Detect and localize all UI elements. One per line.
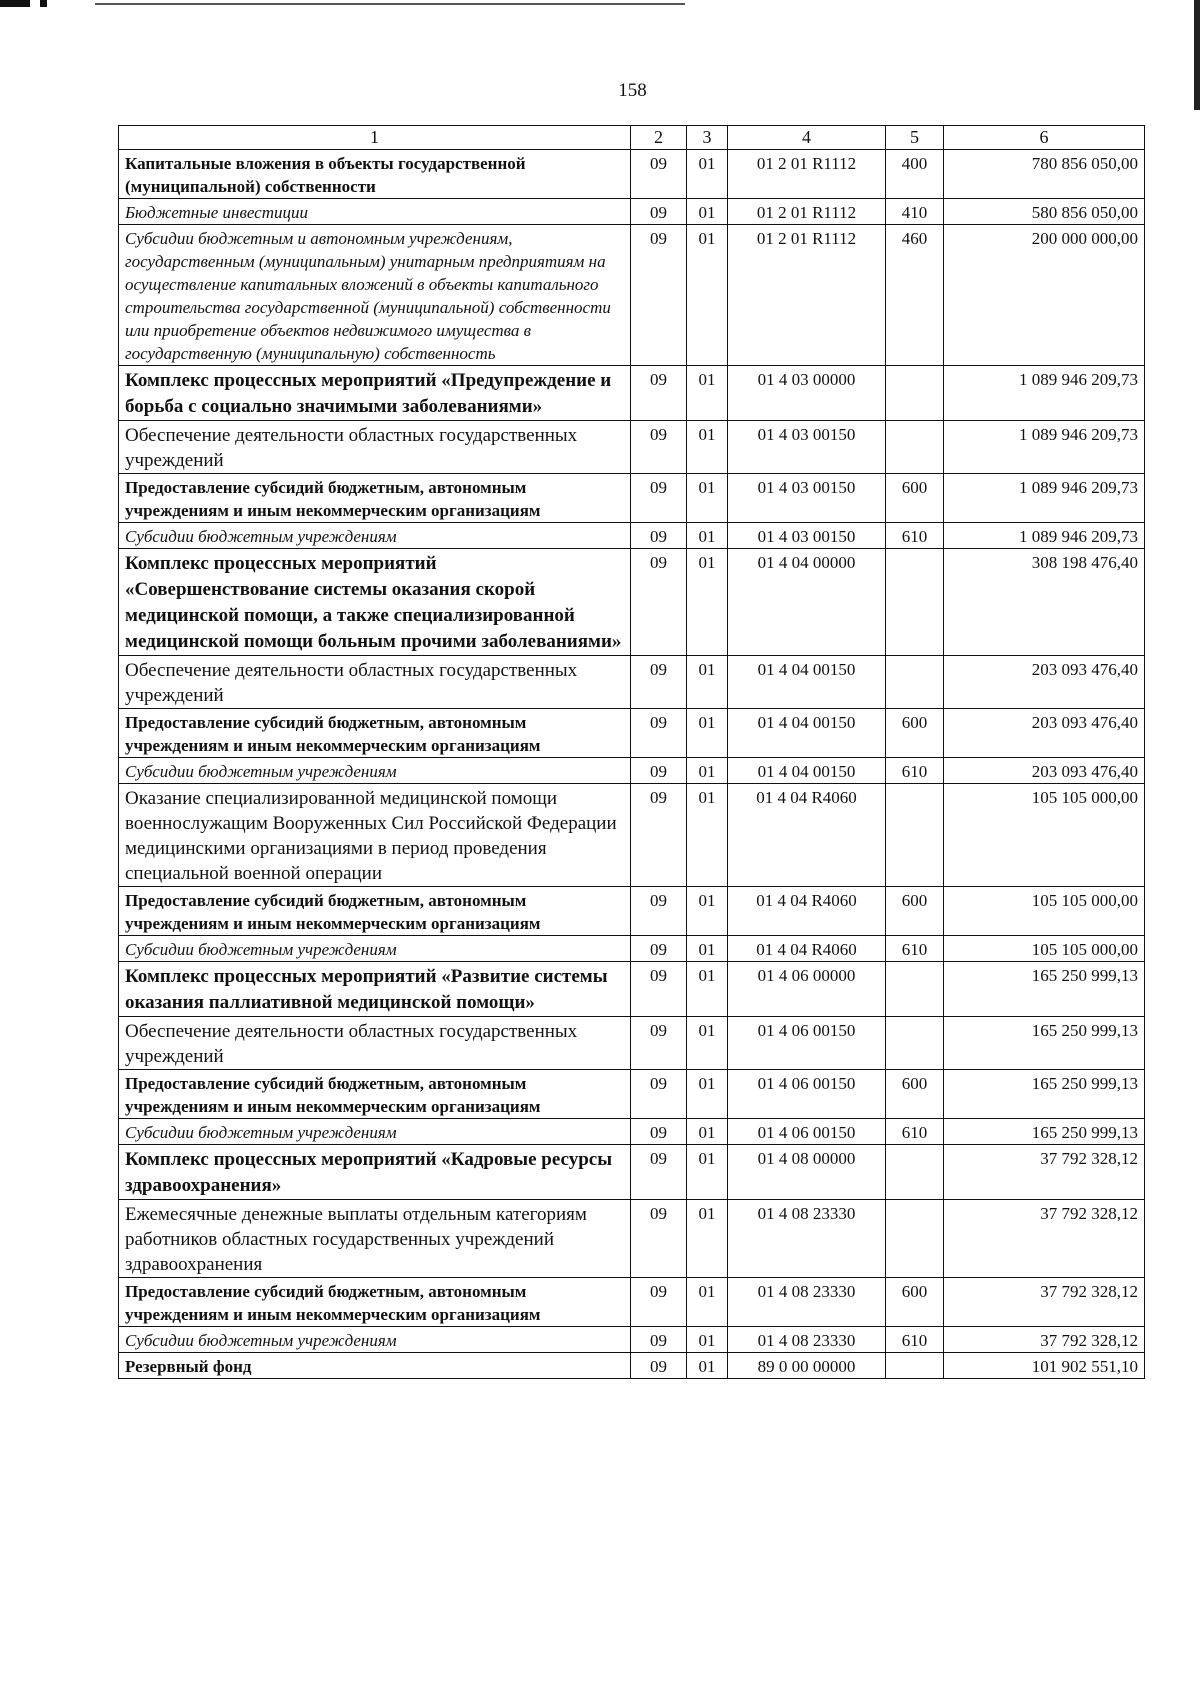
expense-type-cell xyxy=(886,1145,944,1200)
target-item-cell: 01 4 04 R4060 xyxy=(728,936,886,962)
row-name-cell: Предоставление субсидий бюджетным, автономным учреждениям и иным некоммерческим организациям xyxy=(119,1070,631,1119)
target-item-cell: 01 4 03 00000 xyxy=(728,366,886,421)
subsection-code-cell: 01 xyxy=(687,1278,728,1327)
section-code-cell: 09 xyxy=(631,709,687,758)
target-item-cell: 89 0 00 00000 xyxy=(728,1353,886,1379)
row-name-cell: Предоставление субсидий бюджетным, автономным учреждениям и иным некоммерческим организациям xyxy=(119,709,631,758)
subsection-code-cell: 01 xyxy=(687,962,728,1017)
target-item-cell: 01 4 04 00000 xyxy=(728,549,886,656)
subsection-code-cell: 01 xyxy=(687,1017,728,1070)
table-row xyxy=(119,1200,1145,1278)
subsection-code-cell: 01 xyxy=(687,225,728,366)
section-code-cell: 09 xyxy=(631,421,687,474)
subsection-code-cell: 01 xyxy=(687,474,728,523)
section-code-cell: 09 xyxy=(631,150,687,199)
table-row xyxy=(119,1278,1145,1327)
expense-type-cell: 410 xyxy=(886,199,944,225)
target-item-cell: 01 4 04 R4060 xyxy=(728,784,886,887)
section-code-cell: 09 xyxy=(631,1070,687,1119)
subsection-code-cell: 01 xyxy=(687,758,728,784)
section-code-cell: 09 xyxy=(631,366,687,421)
amount-cell: 203 093 476,40 xyxy=(944,709,1145,758)
column-header: 6 xyxy=(944,126,1145,150)
row-name-cell: Предоставление субсидий бюджетным, автономным учреждениям и иным некоммерческим организациям xyxy=(119,474,631,523)
section-code-cell: 09 xyxy=(631,523,687,549)
table-row xyxy=(119,1353,1145,1379)
expense-type-cell: 610 xyxy=(886,1327,944,1353)
section-code-cell: 09 xyxy=(631,758,687,784)
subsection-code-cell: 01 xyxy=(687,523,728,549)
row-name-cell: Комплекс процессных мероприятий «Совершенствование системы оказания скорой медицинской помощи, а также специализированной медицинской помощи больным прочими заболеваниями» xyxy=(119,549,631,656)
row-name-cell: Оказание специализированной медицинской помощи военнослужащим Вооруженных Сил Российской Федерации медицинскими организациями в период проведения специальной военной операции xyxy=(119,784,631,887)
table-row xyxy=(119,887,1145,936)
subsection-code-cell: 01 xyxy=(687,1353,728,1379)
target-item-cell: 01 2 01 R1112 xyxy=(728,150,886,199)
row-name-cell: Предоставление субсидий бюджетным, автономным учреждениям и иным некоммерческим организациям xyxy=(119,1278,631,1327)
expense-type-cell: 400 xyxy=(886,150,944,199)
amount-cell: 780 856 050,00 xyxy=(944,150,1145,199)
amount-cell: 203 093 476,40 xyxy=(944,656,1145,709)
column-header: 3 xyxy=(687,126,728,150)
target-item-cell: 01 4 03 00150 xyxy=(728,523,886,549)
expense-type-cell: 600 xyxy=(886,474,944,523)
section-code-cell: 09 xyxy=(631,549,687,656)
row-name-cell: Субсидии бюджетным учреждениям xyxy=(119,1119,631,1145)
row-name-cell: Субсидии бюджетным учреждениям xyxy=(119,936,631,962)
row-name-cell: Субсидии бюджетным учреждениям xyxy=(119,523,631,549)
column-header: 5 xyxy=(886,126,944,150)
scan-mark xyxy=(0,0,30,7)
subsection-code-cell: 01 xyxy=(687,1070,728,1119)
section-code-cell: 09 xyxy=(631,199,687,225)
subsection-code-cell: 01 xyxy=(687,656,728,709)
section-code-cell: 09 xyxy=(631,1278,687,1327)
target-item-cell: 01 4 08 23330 xyxy=(728,1278,886,1327)
row-name-cell: Комплекс процессных мероприятий «Предупреждение и борьба с социально значимыми заболеваниями» xyxy=(119,366,631,421)
target-item-cell: 01 4 04 00150 xyxy=(728,709,886,758)
subsection-code-cell: 01 xyxy=(687,709,728,758)
subsection-code-cell: 01 xyxy=(687,1145,728,1200)
section-code-cell: 09 xyxy=(631,225,687,366)
section-code-cell: 09 xyxy=(631,962,687,1017)
row-name-cell: Обеспечение деятельности областных государственных учреждений xyxy=(119,421,631,474)
subsection-code-cell: 01 xyxy=(687,936,728,962)
expense-type-cell xyxy=(886,549,944,656)
section-code-cell: 09 xyxy=(631,1353,687,1379)
subsection-code-cell: 01 xyxy=(687,150,728,199)
expense-type-cell xyxy=(886,784,944,887)
row-name-cell: Субсидии бюджетным учреждениям xyxy=(119,1327,631,1353)
subsection-code-cell: 01 xyxy=(687,421,728,474)
expense-type-cell xyxy=(886,1200,944,1278)
subsection-code-cell: 01 xyxy=(687,1119,728,1145)
target-item-cell: 01 4 06 00150 xyxy=(728,1070,886,1119)
section-code-cell: 09 xyxy=(631,1200,687,1278)
target-item-cell: 01 4 04 R4060 xyxy=(728,887,886,936)
section-code-cell: 09 xyxy=(631,936,687,962)
table-row xyxy=(119,1145,1145,1200)
amount-cell: 101 902 551,10 xyxy=(944,1353,1145,1379)
row-name-cell: Ежемесячные денежные выплаты отдельным категориям работников областных государственных учреждений здравоохранения xyxy=(119,1200,631,1278)
amount-cell: 1 089 946 209,73 xyxy=(944,421,1145,474)
expense-type-cell: 600 xyxy=(886,1070,944,1119)
table-row xyxy=(119,1017,1145,1070)
expense-type-cell xyxy=(886,366,944,421)
subsection-code-cell: 01 xyxy=(687,784,728,887)
row-name-cell: Субсидии бюджетным учреждениям xyxy=(119,758,631,784)
expense-type-cell: 460 xyxy=(886,225,944,366)
expense-type-cell: 610 xyxy=(886,936,944,962)
target-item-cell: 01 4 06 00150 xyxy=(728,1017,886,1070)
target-item-cell: 01 4 08 00000 xyxy=(728,1145,886,1200)
section-code-cell: 09 xyxy=(631,1145,687,1200)
amount-cell: 105 105 000,00 xyxy=(944,936,1145,962)
row-name-cell: Обеспечение деятельности областных государственных учреждений xyxy=(119,1017,631,1070)
table-row xyxy=(119,225,1145,366)
table-row xyxy=(119,523,1145,549)
subsection-code-cell: 01 xyxy=(687,887,728,936)
column-header: 2 xyxy=(631,126,687,150)
section-code-cell: 09 xyxy=(631,656,687,709)
amount-cell: 37 792 328,12 xyxy=(944,1145,1145,1200)
table-row xyxy=(119,784,1145,887)
expense-type-cell: 610 xyxy=(886,758,944,784)
table-row xyxy=(119,366,1145,421)
subsection-code-cell: 01 xyxy=(687,1327,728,1353)
section-code-cell: 09 xyxy=(631,1119,687,1145)
section-code-cell: 09 xyxy=(631,1327,687,1353)
section-code-cell: 09 xyxy=(631,887,687,936)
target-item-cell: 01 4 08 23330 xyxy=(728,1200,886,1278)
column-header: 1 xyxy=(119,126,631,150)
amount-cell: 1 089 946 209,73 xyxy=(944,366,1145,421)
amount-cell: 1 089 946 209,73 xyxy=(944,523,1145,549)
expense-type-cell: 600 xyxy=(886,709,944,758)
amount-cell: 165 250 999,13 xyxy=(944,1017,1145,1070)
amount-cell: 37 792 328,12 xyxy=(944,1200,1145,1278)
expense-type-cell xyxy=(886,421,944,474)
table-row xyxy=(119,656,1145,709)
target-item-cell: 01 4 04 00150 xyxy=(728,656,886,709)
expense-type-cell: 600 xyxy=(886,887,944,936)
expense-type-cell: 610 xyxy=(886,523,944,549)
table-row xyxy=(119,1327,1145,1353)
section-code-cell: 09 xyxy=(631,784,687,887)
target-item-cell: 01 2 01 R1112 xyxy=(728,199,886,225)
row-name-cell: Предоставление субсидий бюджетным, автономным учреждениям и иным некоммерческим организациям xyxy=(119,887,631,936)
amount-cell: 580 856 050,00 xyxy=(944,199,1145,225)
amount-cell: 37 792 328,12 xyxy=(944,1278,1145,1327)
expense-type-cell xyxy=(886,1017,944,1070)
amount-cell: 165 250 999,13 xyxy=(944,962,1145,1017)
amount-cell: 200 000 000,00 xyxy=(944,225,1145,366)
target-item-cell: 01 4 08 23330 xyxy=(728,1327,886,1353)
expense-type-cell xyxy=(886,962,944,1017)
expense-type-cell xyxy=(886,1353,944,1379)
row-name-cell: Субсидии бюджетным и автономным учреждениям, государственным (муниципальным) унитарным предприятиям на осуществление капитальных вложений в объекты капитального строительства государственной (муниципальной) собственности или приобретение объектов недвижимого имущества в государственную (муниципальную) собственность xyxy=(119,225,631,366)
table-header-row xyxy=(119,126,1145,150)
section-code-cell: 09 xyxy=(631,474,687,523)
target-item-cell: 01 4 06 00150 xyxy=(728,1119,886,1145)
page-number: 158 xyxy=(618,80,647,101)
table-row xyxy=(119,199,1145,225)
row-name-cell: Комплекс процессных мероприятий «Кадровые ресурсы здравоохранения» xyxy=(119,1145,631,1200)
table-row xyxy=(119,421,1145,474)
table-row xyxy=(119,936,1145,962)
table-row xyxy=(119,709,1145,758)
subsection-code-cell: 01 xyxy=(687,1200,728,1278)
column-header: 4 xyxy=(728,126,886,150)
expense-type-cell xyxy=(886,656,944,709)
row-name-cell: Резервный фонд xyxy=(119,1353,631,1379)
amount-cell: 308 198 476,40 xyxy=(944,549,1145,656)
table-row xyxy=(119,962,1145,1017)
table-row xyxy=(119,758,1145,784)
table-row xyxy=(119,1119,1145,1145)
table-row xyxy=(119,549,1145,656)
amount-cell: 1 089 946 209,73 xyxy=(944,474,1145,523)
subsection-code-cell: 01 xyxy=(687,366,728,421)
target-item-cell: 01 4 03 00150 xyxy=(728,474,886,523)
expense-type-cell: 610 xyxy=(886,1119,944,1145)
amount-cell: 37 792 328,12 xyxy=(944,1327,1145,1353)
target-item-cell: 01 2 01 R1112 xyxy=(728,225,886,366)
amount-cell: 105 105 000,00 xyxy=(944,784,1145,887)
table-row xyxy=(119,474,1145,523)
table-row xyxy=(119,1070,1145,1119)
scan-mark xyxy=(40,0,47,7)
table-row xyxy=(119,150,1145,199)
row-name-cell: Капитальные вложения в объекты государственной (муниципальной) собственности xyxy=(119,150,631,199)
budget-table xyxy=(118,125,1145,1379)
amount-cell: 105 105 000,00 xyxy=(944,887,1145,936)
expense-type-cell: 600 xyxy=(886,1278,944,1327)
target-item-cell: 01 4 06 00000 xyxy=(728,962,886,1017)
row-name-cell: Бюджетные инвестиции xyxy=(119,199,631,225)
row-name-cell: Обеспечение деятельности областных государственных учреждений xyxy=(119,656,631,709)
amount-cell: 165 250 999,13 xyxy=(944,1070,1145,1119)
amount-cell: 203 093 476,40 xyxy=(944,758,1145,784)
scan-edge-line xyxy=(95,3,685,5)
target-item-cell: 01 4 04 00150 xyxy=(728,758,886,784)
subsection-code-cell: 01 xyxy=(687,199,728,225)
row-name-cell: Комплекс процессных мероприятий «Развитие системы оказания паллиативной медицинской помощи» xyxy=(119,962,631,1017)
amount-cell: 165 250 999,13 xyxy=(944,1119,1145,1145)
section-code-cell: 09 xyxy=(631,1017,687,1070)
target-item-cell: 01 4 03 00150 xyxy=(728,421,886,474)
subsection-code-cell: 01 xyxy=(687,549,728,656)
